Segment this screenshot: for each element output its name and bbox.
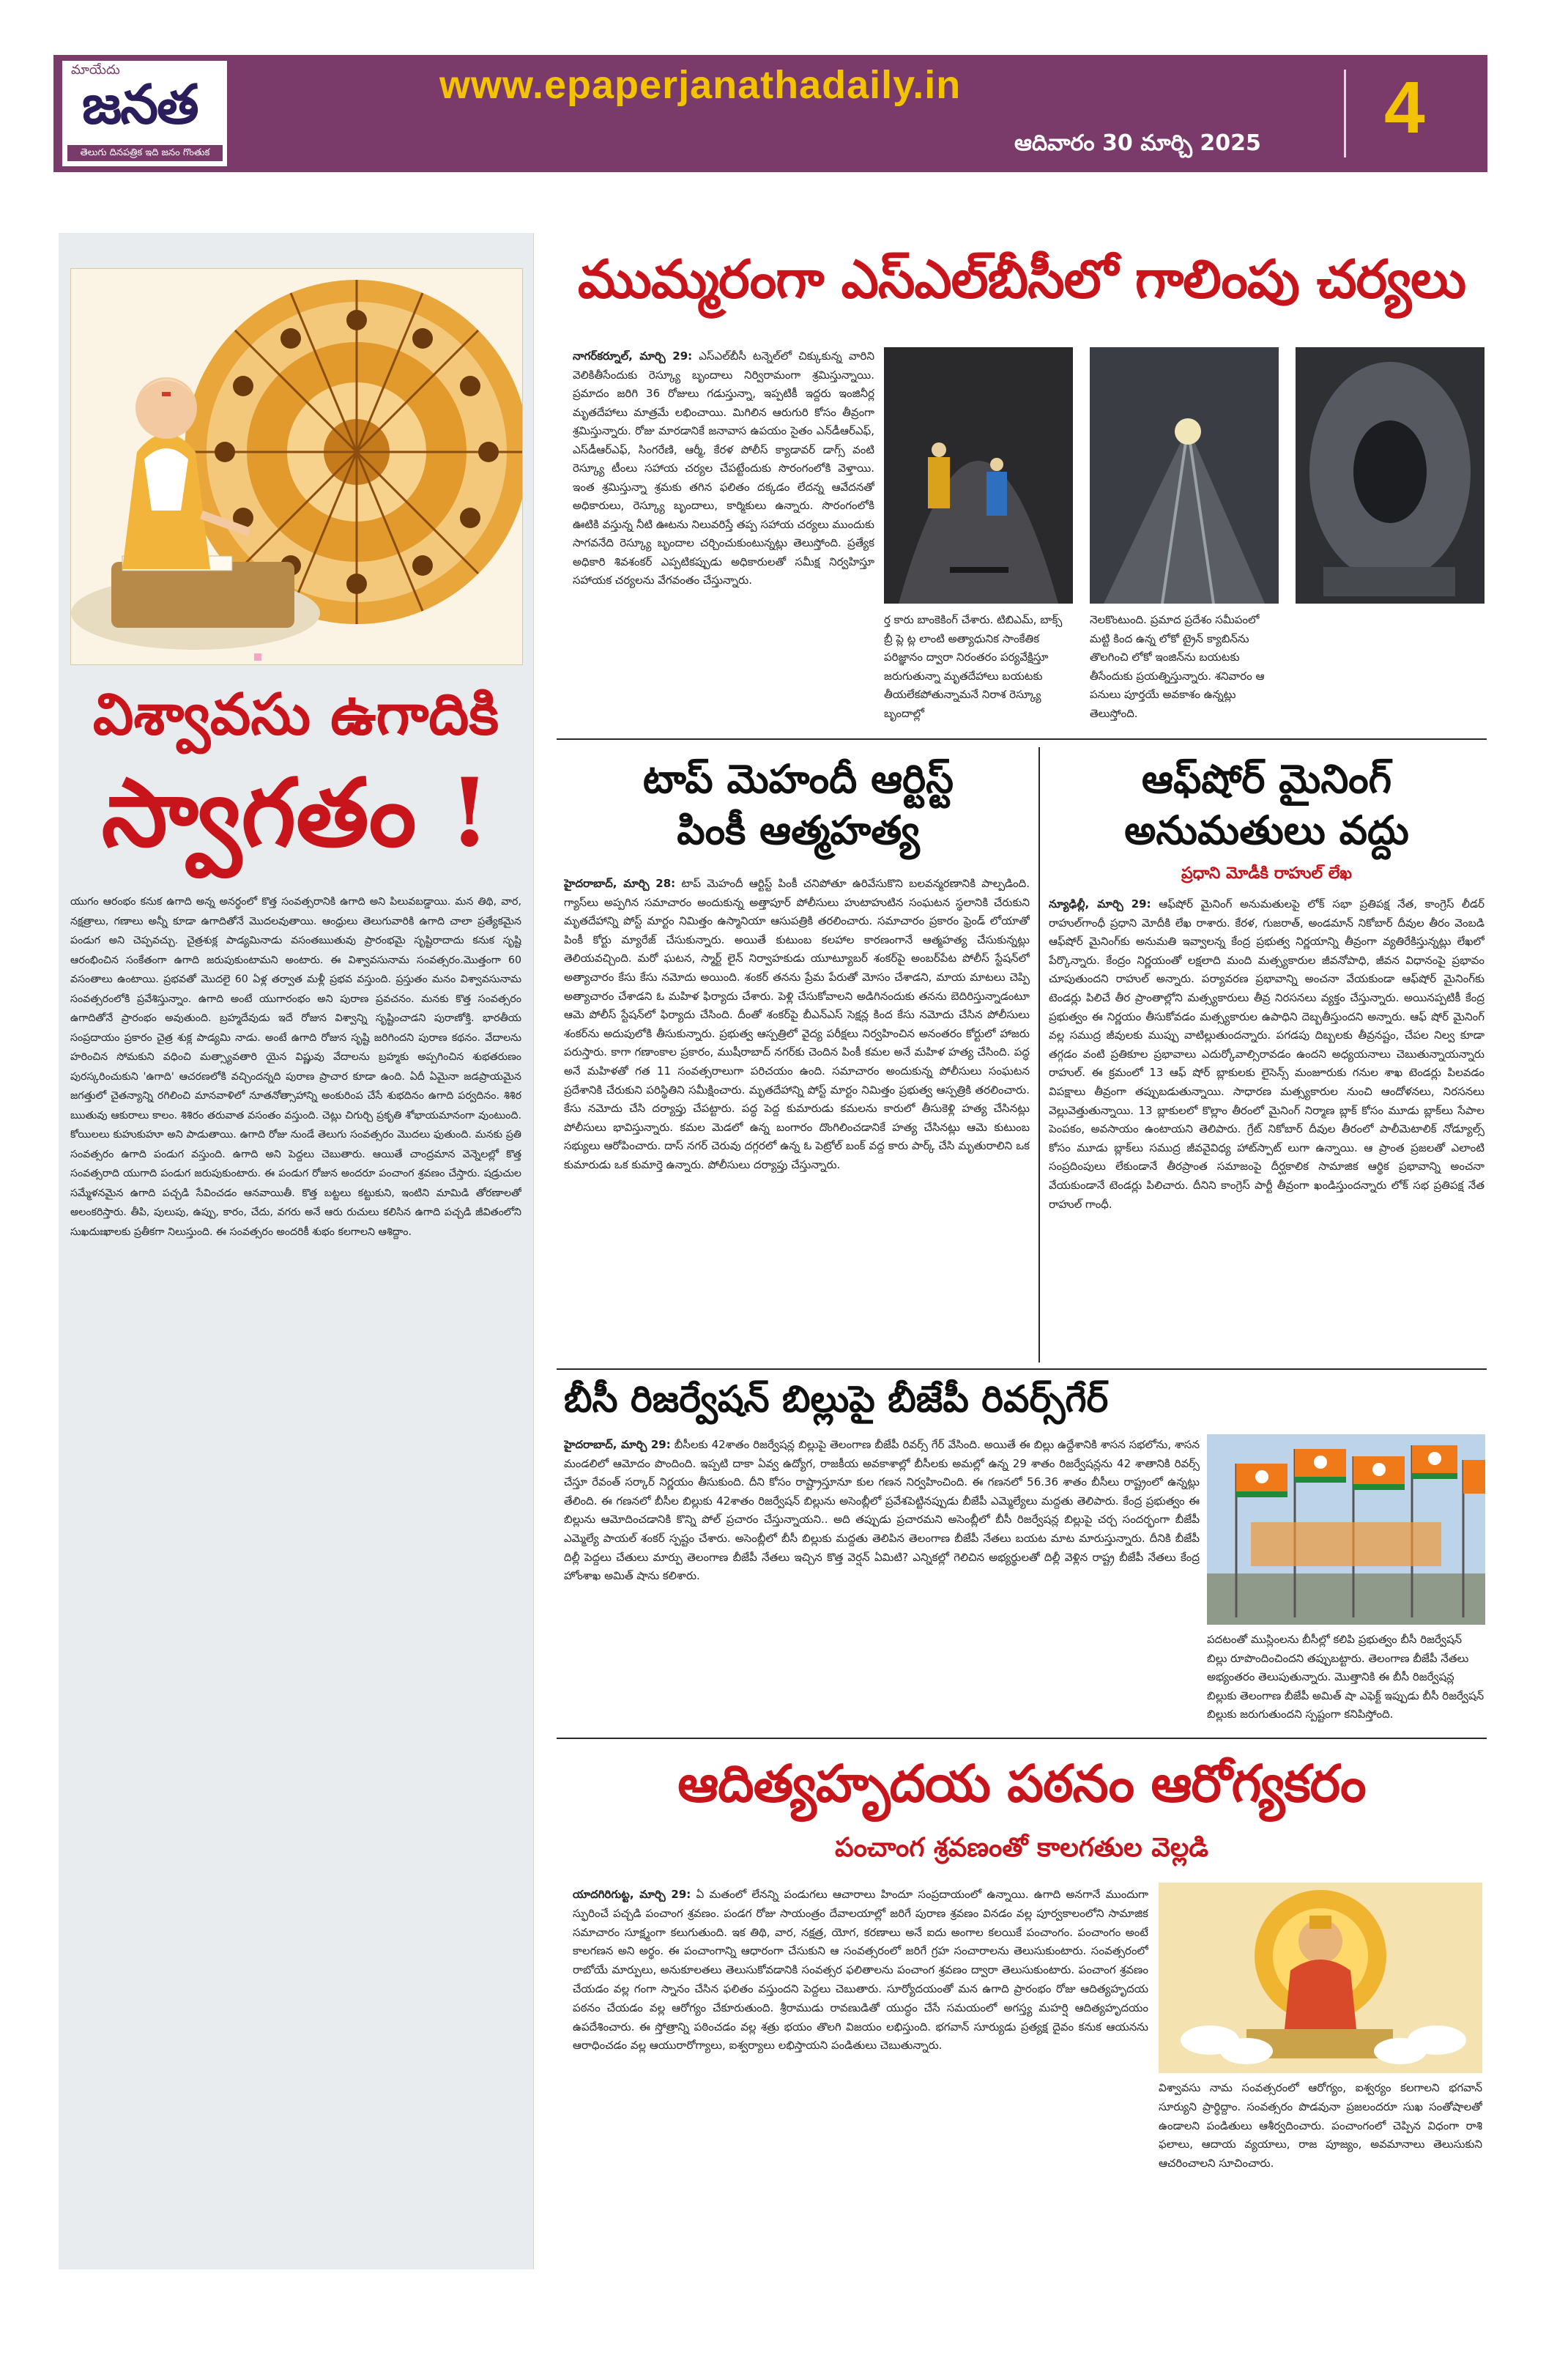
ugadi-headline-line1: విశ్వావసు ఉగాదికి xyxy=(92,681,499,748)
mehandi-dateline: హైదరాబాద్, మార్చి 28: xyxy=(564,877,676,890)
slbc-body-text: ఎస్ఎల్‌బీసీ టన్నెల్‌లో చిక్కుకున్న వారిని వెలికితీసేందుకు రెస్క్యూ బృందాలు నిర్విరామంగా శ్రమిస్తున్నాయి. ప్రమాదం జరిగి 36 రోజులు గడుస్తున్నా, ఇప్పటికీ ఇద్దరు ఇంజినీర్ల మృతదేహాలు మాత్రమే లభించాయి. మిగిలిన ఆరుగురి కోసం తీవ్రంగా శ్రమిస్తున్నారు. రోజు మారడానికే జనావాస ఉపయం సైతం ఎన్‌డీఆర్‌ఎఫ్, ఎస్‌డీఆర్‌ఎఫ్, సింగరేణి, ఆర్మీ, కేరళ పోలీస్ క్యాడావర్ డాగ్స్ వంటి రెస్క్యూ టీంలు సహాయ చర్యల చేపట్టేందుకు సొరంగంలోకి వెళ్తాయి. ఇంత శ్రమిస్తున్నా శ్రమకు తగిన ఫలితం దక్కడం లేదన్న ఆవేదనతో అధికారులు, రెస్క్యూ బృందాలు, కార్మికులు ఉన్నారు. సొరంగంలోకి ఊటికి వస్తున్న నీటి ఊటను నిలువరిస్తే తప్ప సహాయ చర్యలు ముందుకు సాగవనేది రెస్క్యూ బృందాల చర్చించుకుంటున్నట్లు తెలుస్తోంది. ప్రత్యేక అధికారి శివశంకర్ ఎప్పటికప్పుడు అధికారులతో సమీక్ష నిర్వహిస్తూ సహాయక చర్యలను వేగవంతం చేస్తున్నారు. xyxy=(573,349,874,587)
bc-bill-headline[interactable]: బీసీ రిజర్వేషన్ బిల్లుపై బీజేపీ రివర్స్‌గేర్ xyxy=(564,1377,1109,1420)
section-divider xyxy=(557,1368,1487,1370)
mehandi-headline-line2: పింకీ ఆత్మహత్య xyxy=(677,807,920,853)
ugadi-article-body: యుగం ఆరంభం కనుక ఉగాది అన్న అనర్థంలో కొత్త సంవత్సరానికి ఉగాది అని పిలువబడ్డాయి. మన తిథి, వార, నక్షత్రాలు, గణాలు అన్నీ కూడా ఉగాదితోనే మొదలవుతాయి. ఆంధ్రులు తెలుగువారికి ఉగాది చాలా ప్రత్యేకమైన పండుగ అని చెప్పవచ్చు. చైత్రశుక్ల పాడ్యమినాడు వసంతఋతువు ప్రారంభమై సృష్టిరాదాదు కనుక సృష్టి ఆరంభించిన సంకేతంగా ఉగాది జరుపుకుంటామని అంటారు. ఈ విశ్వావసునామ సంవత్సరం.మొత్తంగా 60 వసంతాలు ఉంటాయి. ప్రభవతో మొదలై 60 ఏళ్ల తర్వాత మళ్లీ ప్రభవ వస్తుంది. ప్రస్తుతం మనం విశ్వావసునామ సంవత్సరంలోకి ప్రవేశిస్తున్నాం. ఉగాది అంటే యుగారంభం అని పురాణ ప్రవచనం. మనకు కొత్త సంవత్సరం ఉగాదితోనే ప్రారంభం అవుతుంది. బ్రహ్మదేవుడు ఇదే రోజున విశ్వాన్ని సృష్టించాడని పురాణోక్తి. భారతీయ సంప్రదాయం ప్రకారం చైత్ర శుక్ల పాడ్యమి నాడు. అంటే ఉగాది రోజున సృష్టి జరిగిందని పురాణ కథనం. వేదాలను హరించిన సోమకుని వధించి మత్స్యావతారి యైన విష్ణువు వేదాలను బ్రహ్మకు అప్పగించిన శుభతరుణం పురస్కరించుకుని 'ఉగాది' ఆచరణలోకి వచ్చిందన్నది పురాణ ప్రాచార కూడా ఉంది. ఏదీ ఏమైనా జడప్రాయమైన జగత్తులో చైతన్యాన్ని రగిలించి మానవాళిలో నూతనోత్సాహాన్ని అంకురింప చేసే శుభదినం ఉగాది పర్వదినం. శిశిర ఋతువు ఆకురాలు కాలం. శిశిరం తరువాత వసంతం వస్తుంది. చెట్లు చిగుర్చి ప్రకృతి శోభాయమానంగా వుంటుంది. కోయిలలు కుహుకుహూ అని పాడుతాయి. ఉగాది రోజు నుండే తెలుగు సంవత్సరం మొదలు ఫుతుంది. మనకు ప్రతి సంవత్సరం ఉగాది పండుగ వస్తుంది. ఉగాది అని పెద్దలు చెబుతారు. ఆయితే చాంద్రమాన వెన్నెలల్లో కొత్త సంవత్సరాది యుగాది పండుగ జరుపుకుంటారు. ఈ పండుగ రోజున అందరూ పంచాంగ శ్రవణం చేస్తారు. షడ్రుచుల సమ్మేళనమైన ఉగాది పచ్చడి సేవించడం ఆనవాయితీ. కొత్త బట్టలు కట్టుకుని, ఇంటిని మామిడి తోరణాలతో అలంకరిస్తారు. తీపి, పులుపు, ఉప్పు, కారం, చేదు, వగరు అనే ఆరు రుచులు కలిసిన ఉగాది పచ్చడి జీవితంలోని సుఖదుఃఖాలకు ప్రతీకగా నిలుస్తుంది. ఈ సంవత్సరం అందరికీ శుభం కలగాలని ఆశిద్దాం. xyxy=(70,896,521,1238)
site-url-link[interactable]: www.epaperjanathadaily.in xyxy=(439,63,962,107)
slbc-article-continued xyxy=(884,611,1484,728)
offshore-dateline: న్యూఢిల్లీ, మార్చి 29: xyxy=(1049,897,1151,911)
issue-date: ఆదివారం 30 మార్చి 2025 xyxy=(1014,130,1261,156)
aditya-headline[interactable]: ఆదిత్యహృదయ పఠనం ఆరోగ్యకరం xyxy=(677,1753,1366,1814)
bjp-flags-photo xyxy=(1207,1434,1485,1625)
slbc-dateline: నాగర్‌కర్నూల్, మార్చి 29: xyxy=(573,349,693,363)
column-divider xyxy=(1038,747,1040,1363)
tunnel-rescue-photo xyxy=(884,347,1073,604)
tunnel-bore-photo xyxy=(1296,347,1484,604)
offshore-headline-line1: ఆఫ్‌షోర్ మైనింగ్ xyxy=(1141,755,1392,802)
slbc-headline[interactable]: ముమ్మరంగా ఎస్ఎల్‌బీసీలో గాలింపు చర్యలు xyxy=(577,248,1466,310)
section-divider xyxy=(557,1738,1487,1739)
mehandi-body-text: టాప్ మెహందీ ఆర్టిస్ట్ పింకీ చనిపోతూ ఉరివేసుకొని బలవన్మరణానికి పాల్పడింది. గ్యాస్‌లు అప్పగిన సమాచారం అందుకున్న అత్తాపూర్ పోలీసులు హుటాహుటిన సంఘటన స్థలానికి చేరుకుని మృతదేహాన్ని పోస్ట్ మార్టం నిమిత్తం ఉస్మానియా ఆసుపత్రికి తరలించారు. సమాచారం ప్రకారం ఫ్రెండ్ లోయాతో పింకీ కోర్టు మ్యారేజ్ చేసుకున్నారు. అయితే కుటుంబ కలహాల కారణంగానే ఆత్మహత్య చేసుకున్నట్లు తెలియవచ్చింది. మరో ఘటన, స్మార్ట్ లైన్ నిర్వాహకుడు యూట్యూబర్ శంకర్‌పై అంబర్‌పేట పోలీస్ స్టేషన్‌లో అత్యాచారం కేసు కేసు నమోదు అయింది. శంకర్ తనను ప్రేమ పేరుతో మోసం చేశాడని, మాయ మాటలు చెప్పి అత్యాచారం చేశాడని ఓ మహిళ ఫిర్యాదు చేశారు. పెళ్లి చేసుకోవాలని అడిగినందుకు తనను బెదిరిస్తున్నాడంటూ ఆమె పోలీస్ స్టేషన్‌లో ఫిర్యాదు చేసింది. దీంతో శంకర్‌పై బీఎన్ఎస్ సెక్షన్ల కింద కేసు నమోదు చేసిన పోలీసులు శంకర్‌ను అదుపులోకి తీసుకున్నారు. ప్రభుత్వ ఆస్పత్రిలో వైద్య పరీక్షలు నిర్వహించిన అనంతరం కోర్టులో హాజరు పరుస్తారు. కాగా గణాంకాల ప్రకారం, ముషీరాబాద్ నగర్‌కు చెందిన పింకీ కమల అనే మహిళ హత్య చేసింది. పద్ధ అనే మహిళతో గత 11 సంవత్సరాలుగా పరిచయం ఉంది. సమాచారం అందుకున్న పోలీసులు సంఘటన ప్రదేశానికి చేరుకుని పరిస్థితిని సమీక్షించారు. మృతదేహాన్ని పోస్ట్ మార్టం నిమిత్తం ప్రభుత్వ ఆస్పత్రికి తరలించారు. కేసు నమోదు చేసి దర్యాప్తు చేపట్టారు. పద్ధ పెద్ద కుమారుడు కమలను కారులో తీసుకెళ్లి హత్య చేసినట్లు పోలీసులు భావిస్తున్నారు. కమల మెడలో ఉన్న బంగారం దొంగిలించడానికే హత్య చేసినట్లు ఆమె కుటుంబ సభ్యులు ఆరోపించారు. దాస్ నగర్ చెరువు దగ్గరలో ఉన్న ఓ పెట్రోల్ బంక్ వద్ద కారు పార్క్ చేసి మృతురాలిని ఒక కుమారుడు ఒక కుమార్తె ఉన్నారు. పోలీసులు దర్యాప్తు చేస్తున్నారు. xyxy=(564,877,1030,1171)
logo-tagline: తెలుగు దినపత్రిక ఇది జనం గొంతుక xyxy=(67,145,223,161)
bc-bill-dateline: హైదరాబాద్, మార్చి 29: xyxy=(564,1438,671,1451)
slbc-text-col-2: నెలకొంటుంది. ప్రమాద ప్రదేశం సమీపంలో మట్టి కింద ఉన్న లోకో ట్రైన్ క్యాబిన్‌ను తొలగించి లోకో ఇంజిన్‌ను బయటకు తీసేందుకు ప్రయత్నిస్తున్నారు. శనివారం ఆ పనులు పూర్తయే అవకాశం ఉన్నట్లు తెలుస్తోంది. xyxy=(1090,613,1265,720)
astrologer-zodiac-wheel-image xyxy=(70,268,523,665)
aditya-article-body xyxy=(573,1886,1148,2266)
mehandi-headline-line1: టాప్ మెహందీ ఆర్టిస్ట్ xyxy=(642,755,954,802)
mehandi-headline[interactable] xyxy=(564,753,1033,856)
aditya-body-text: ఏ మతంలో లేనన్ని పండుగలు ఆచారాలు హిందూ సంప్రదాయంలో ఉన్నాయి. ఉగాది అనగానే ముందుగా స్ఫురించే పచ్చడి పంచాంగ శ్రవణం. పండగ రోజు సాయంత్రం దేవాలయాల్లో జరిగే పురాణ శ్రవణం వినడం వల్ల పూర్వకాలంలోని సామాజిక సమాచారం సూక్ష్మంగా కలుగుతుంది. ఇక తిథి, వార, నక్షత్ర, యోగ, కరణాలు అనే ఐదు అంగాల కలయికే పంచాంగం. పంచాంగం అంటే కాలగణన అని అర్థం. ఈ పంచాంగాన్ని ఆధారంగా చేసుకుని ఆ సంవత్సరంలో జరిగే గ్రహ సంచారాలను తెలుసుకుంటారు. సంవత్సరంలో రాబోయే మార్పులు, అనుకూలతలు తెలుసుకోవడానికి సంవత్సర ఫలితాలను పంచాంగ శ్రవణం ద్వారా తెలుసుకుంటారు. పంచాంగ శ్రవణం చేయడం వల్ల గంగా స్నానం చేసిన ఫలితం వస్తుందని పెద్దలు చెబుతారు. సూర్యోదయంతో మన ఉగాది ప్రారంభం రోజు ఆదిత్యహృదయ పఠనం చేయడం వల్ల ఆరోగ్యం చేకూరుతుంది. శ్రీరాముడు రావణుడితో యుద్ధం చేసే సమయంలో అగస్త్య మహర్షి ఆదిత్యహృదయం ఉపదేశించారు. ఈ స్తోత్రాన్ని పఠించడం వల్ల శత్రు భయం తొలగి విజయం లభిస్తుంది. భగవాన్ సూర్యుడు ప్రత్యక్ష దైవం కనుక ఆయనను ఆరాధించడం వల్ల ఆయురారోగ్యాలు, ఐశ్వర్యాలు లభిస్తాయని పండితులు చెబుతున్నారు. xyxy=(573,1888,1148,2053)
logo-small-text: మాయేదు xyxy=(71,62,120,78)
slbc-article-body xyxy=(573,347,874,713)
bc-bill-article-continued: పదటంతో ముస్లింలను బీసీల్లో కలిపి ప్రభుత్వం బీసీ రిజర్వేషన్ బిల్లు రూపొందించిందని తప్పుబట్టారు. తెలంగాణ బీజేపీ నేతలు అభ్యంతరం తెలుపుతున్నారు. మొత్తానికి ఈ బీసీ రిజర్వేషన్ల బిల్లుకు తెలంగాణ బీజేపీ అమిత్ షా ఎఫెక్ట్ ఇప్పుడు బీసీ రిజర్వేషన్ బిల్లుకు జరుగుతుందని స్పష్టంగా కనిపిస్తోంది. xyxy=(1207,1633,1484,1721)
slbc-photo-strip xyxy=(884,347,1484,604)
masthead-divider xyxy=(1344,70,1346,157)
slbc-text-col-1: ర్త కారు బాంకెకింగ్ చేశారు. టిబిఎమ్, బాక్స్ బ్రీ ప్లె ట్ల లాంటి అత్యాధునిక సాంకేతిక పరిజ్ఞానం ద్వారా నిరంతరం పర్యవేక్షిస్తూ జరుగుతున్నా మృతదేహాలు బయటకు తీయలేకపోతున్నామనే నిరాశ రెస్క్యూ బృందాల్లో xyxy=(884,613,1063,720)
bc-bill-article-body xyxy=(564,1436,1200,1678)
ugadi-headline-line2: స్వాగతం ! xyxy=(101,758,491,868)
aditya-article-continued: విశ్వావసు నామ సంవత్సరంలో ఆరోగ్యం, ఐశ్వర్యం కలగాలని భగవాన్ సూర్యుని ప్రార్థిద్దాం. సంవత్సరం పొడవునా ప్రజలందరూ సుఖ సంతోషాలతో ఉండాలని పండితులు ఆశీర్వదించారు. పంచాంగంలో చెప్పిన విధంగా రాశి ఫలాలు, ఆదాయ వ్యయాలు, రాజ పూజ్యం, అవమానాలు తెలుసుకుని ఆచరించాలని సూచించారు. xyxy=(1159,2081,1482,2170)
offshore-body-text: ఆఫ్‌షోర్ మైనింగ్ అనుమతులపై లోక్ సభా ప్రతిపక్ష నేత, కాంగ్రెస్ లీడర్ రాహుల్‌గాంధీ ప్రధాని మోదీకి లేఖ రాశారు. కేరళ, గుజరాత్, అండమాన్ నికోబార్ దీవుల తీరం వెంబడి ఆఫ్‌షోర్ మైనింగ్‌కు అనుమతి ఇవ్వాలన్న కేంద్ర ప్రభుత్వ నిర్ణయాన్ని తీవ్రంగా వ్యతిరేకిస్తున్నట్లు లేఖలో పేర్కొన్నారు. కేంద్రం నిర్ణయంతో లక్షలాది మంది మత్స్యకారుల జీవనోపాధి, జీవన విధానంపై ప్రభావం చూపుతుందని రాహుల్ అన్నారు. పర్యావరణ ప్రభావాన్ని అంచనా వేయకుండా ఆఫ్‌షోర్ మైనింగ్‌కు టెండర్లు పిలిచే తీర ప్రాంతాల్లోని మత్స్యకారులు తీవ్ర నిరసనలు వ్యక్తం చేస్తున్నారు. అయినప్పటికీ కేంద్ర ప్రభుత్వం ఈ నిర్ణయం తీసుకోవడం మత్స్యకారుల ఉపాధిని దెబ్బతీస్తుందని అన్నారు. ఆఫ్ షోర్ మైనింగ్ వల్ల సముద్ర జీవులకు ముప్పు వాటిల్లుతుందన్నారు. పగడపు దిబ్బలకు తీవ్రనష్టం, చేపల నిల్వ కూడా తగ్గడం వంటి ప్రతికూల ప్రభావాలు ఎదుర్కోవాల్సిరావడం ఉందని అధ్యయనాలు చెబుతున్నాయన్నారు రాహుల్. ఈ క్రమంలో 13 ఆఫ్ షోర్ బ్లాకులకు లైసెన్స్ మంజూరుకు గనుల శాఖ టెండర్లు పిలవడం విపక్షాలు తీవ్రంగా తప్పుబడుతున్నాయి. సాధారణ మత్స్యకారుల నుంచి ఆందోళనలు, నిరసనలు వెల్లువెత్తుతున్నాయి. 13 బ్లాకులలో కొల్లాం తీరంలో మైనింగ్ నిర్మాణ బ్లాక్ కోసం మూడు బ్లాక్‌లు సేపాల పెంపకం, అవసాయం ఉంటాయని తెలిపారు. గ్రేట్ నికోబార్ దీవుల తీరంలో పాలీమెటాలిక్ నోడ్యూల్స్ కోసం మూడు బ్లాక్‌లు సముద్ర జీవవైవిధ్య హాట్‌స్పాట్ లుగా ఉన్నాయి. ఆ ప్రాంత ప్రజలతో ఎలాంటి సంప్రదింపులు లేకుండానే తీరప్రాంత సమాజంపై దీర్ఘకాలిక సామాజిక ఆర్థిక ప్రభావాన్ని అంచనా వేయకుండానే టెండర్లు పిలిచారు. దీనిని కాంగ్రెస్ పార్టీ తీవ్రంగా ఖండిస్తుందన్నారు లోక్ సభ ప్రతిపక్ష నేత రాహుల్ గాంధీ. xyxy=(1049,897,1484,1211)
aditya-dateline: యాదగిరిగుట్ట, మార్చి 29: xyxy=(573,1888,691,1901)
tunnel-track-photo xyxy=(1090,347,1279,604)
aditya-subheadline: పంచాంగ శ్రవణంతో కాలగతుల వెల్లడి xyxy=(835,1833,1208,1863)
logo-title: జనత xyxy=(82,73,198,136)
page-number: 4 xyxy=(1384,67,1425,149)
mehandi-article-body xyxy=(564,875,1030,1362)
bc-bill-body-text: బీసీలకు 42శాతం రిజర్వేషన్ల బిల్లుపై తెలంగాణ బీజేపీ రివర్స్ గేర్ వేసింది. అయితే ఈ బిల్లు ఉద్దేశానికి శాసన సభలోను, శాసన మండలిలో ఆమోదం పొందింది. ఇప్పటి దాకా ఏవ్వ ఉద్యోగ, రాజకీయ అవకాశాల్లో బీసీలకు అమల్లో ఉన్న 29 శాతం రిజర్వేషన్లను 42 శాతానికి రివర్స్ చేస్తూ రేవంత్ సర్కార్ నిర్ణయం తీసుకుంది. దీని కోసం రాష్ట్రాస్తూనూ కుల గణన నిర్వహించింది. ఈ గణనలో 56.36 శాతం బీసీలు రాష్ట్రంలో ఉన్నట్లు తేలింది. ఈ గణనలో బీసీల బిల్లుకు 42శాతం రిజర్వేషన్ బిల్లును అసెంబ్లీలో ప్రవేశపెట్టినప్పుడు బీజేపీ ఎమ్మెల్యేలు మద్దతు తెలిపారు. కేంద్ర ప్రభుత్వం ఈ బిల్లును ఆమోదించడానికి కొన్ని పోల్ ప్రచారం చేస్తున్నాయని.. అది తప్పుడు ప్రచారమని అసెంబ్లీలో బీసీ రిజర్వేషన్ల బిల్లుపై చర్చ సందర్భంగా బీజేపీ ఎమ్మెల్యే పాయల్ శంకర్ స్పష్టం చేశారు. అసెంబ్లీలో బీసీ బిల్లుకు మద్దతు తెలిపిన తెలంగాణ బీజేపీ నేతలు బయట మాట మారుస్తున్నారు. దీనికి బీజేపీ దిల్లీ పెద్దలు చేతులు మార్పు తెలంగాణ బీజేపీ నేతలు ఇచ్చిన కొత్త వెర్షన్ ఏమిటి? ఎన్నికల్లో గెలిచిన అభ్యర్థులతో దిల్లీ వెళ్లిన రాష్ట్ర బీజేపీ నేతలు కేంద్ర హోంశాఖ అమిత్ షాను కలిశారు. xyxy=(564,1438,1200,1583)
section-divider xyxy=(557,738,1487,740)
offshore-headline[interactable] xyxy=(1049,753,1484,856)
offshore-article-body xyxy=(1049,895,1484,1364)
offshore-subheadline: ప్రధాని మోడీకి రాహుల్ లేఖ xyxy=(1181,864,1352,883)
offshore-headline-line2: అనుమతులు వద్దు xyxy=(1124,807,1409,853)
surya-deity-photo xyxy=(1159,1883,1482,2073)
